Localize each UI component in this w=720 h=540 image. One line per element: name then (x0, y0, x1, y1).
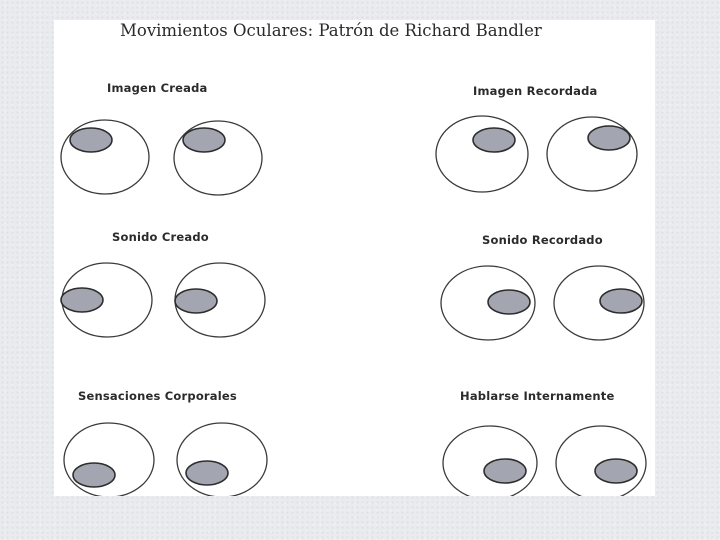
panel-label: Hablarse Internamente (460, 389, 615, 403)
left-eye-outline (436, 116, 528, 192)
panel-imagen-creada (61, 81, 262, 195)
panel-label: Imagen Recordada (473, 84, 598, 98)
left-eye-pupil (488, 290, 530, 314)
diagram-title: Movimientos Oculares: Patrón de Richard Bandler (120, 21, 542, 40)
right-eye-pupil (588, 126, 630, 150)
panels-group (61, 81, 646, 496)
panel-hablarse-internamente (443, 389, 646, 496)
panel-label: Sonido Recordado (482, 233, 603, 247)
left-eye-pupil (73, 463, 115, 487)
right-eye-outline (556, 426, 646, 496)
right-eye-pupil (183, 128, 225, 152)
panel-sonido-recordado (441, 233, 644, 340)
diagram-slide (54, 20, 655, 496)
right-eye-outline (177, 423, 267, 496)
left-eye-outline (64, 423, 154, 496)
right-eye-pupil (600, 289, 642, 313)
right-eye-pupil (595, 459, 637, 483)
panel-label: Sensaciones Corporales (78, 389, 237, 403)
right-eye-pupil (186, 461, 228, 485)
right-eye-outline (547, 117, 637, 191)
left-eye-pupil (61, 288, 103, 312)
panel-imagen-recordada (436, 84, 637, 192)
left-eye-pupil (484, 459, 526, 483)
left-eye-pupil (473, 128, 515, 152)
panel-sonido-creado (61, 230, 265, 337)
panel-label: Sonido Creado (112, 230, 209, 244)
panel-label: Imagen Creada (107, 81, 208, 95)
eye-movement-diagram (54, 20, 655, 496)
left-eye-pupil (70, 128, 112, 152)
panel-sensaciones-corporales (64, 389, 267, 496)
left-eye-outline (443, 426, 537, 496)
right-eye-pupil (175, 289, 217, 313)
